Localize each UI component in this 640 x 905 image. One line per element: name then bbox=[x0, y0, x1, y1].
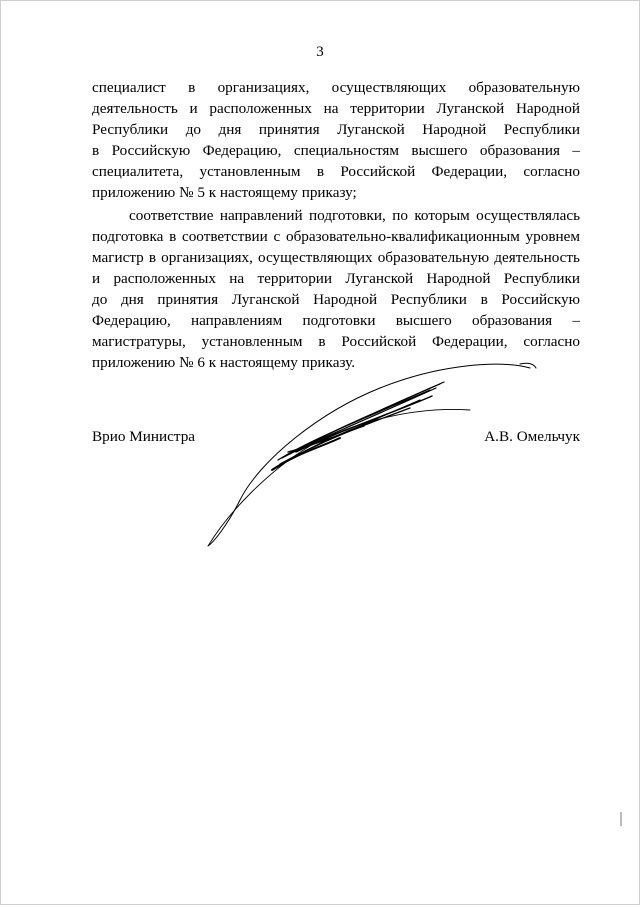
paragraph-line: специалитета, установленным в Российской Федерации, согласно bbox=[92, 163, 580, 180]
paragraph-line: Федерацию, направлениям подготовки высшего образования – bbox=[92, 312, 580, 329]
paragraph-line: подготовка в соответствии с образовательно-квалификационным уровнем bbox=[92, 228, 580, 245]
paragraph-line: приложению № 6 к настоящему приказу. bbox=[92, 354, 355, 371]
paragraph-line: деятельность и расположенных на территории Луганской Народной bbox=[92, 100, 580, 117]
paragraph-line: магистр в организациях, осуществляющих образовательную деятельность bbox=[92, 249, 580, 266]
paragraph-line: специалист в организациях, осуществляющих образовательную bbox=[92, 79, 580, 96]
page-number: 3 bbox=[316, 44, 324, 60]
paragraph-line: в Российскую Федерацию, специальностям высшего образования – bbox=[92, 142, 580, 159]
signatory-name: А.В. Омельчук bbox=[484, 428, 580, 445]
paragraph-line: Республики до дня принятия Луганской Народной Республики bbox=[92, 121, 580, 138]
paragraph-line: приложению № 5 к настоящему приказу; bbox=[92, 184, 357, 201]
paragraph-line: магистратуры, установленным в Российской Федерации, согласно bbox=[92, 333, 580, 350]
paragraph-line: до дня принятия Луганской Народной Республики в Российскую bbox=[92, 291, 580, 308]
paragraph-line: и расположенных на территории Луганской Народной Республики bbox=[92, 270, 580, 287]
paragraph-line: соответствие направлений подготовки, по которым осуществлялась bbox=[129, 207, 580, 224]
scan-mark bbox=[620, 812, 622, 826]
handwritten-signature bbox=[200, 360, 550, 550]
signatory-position: Врио Министра bbox=[92, 428, 196, 445]
